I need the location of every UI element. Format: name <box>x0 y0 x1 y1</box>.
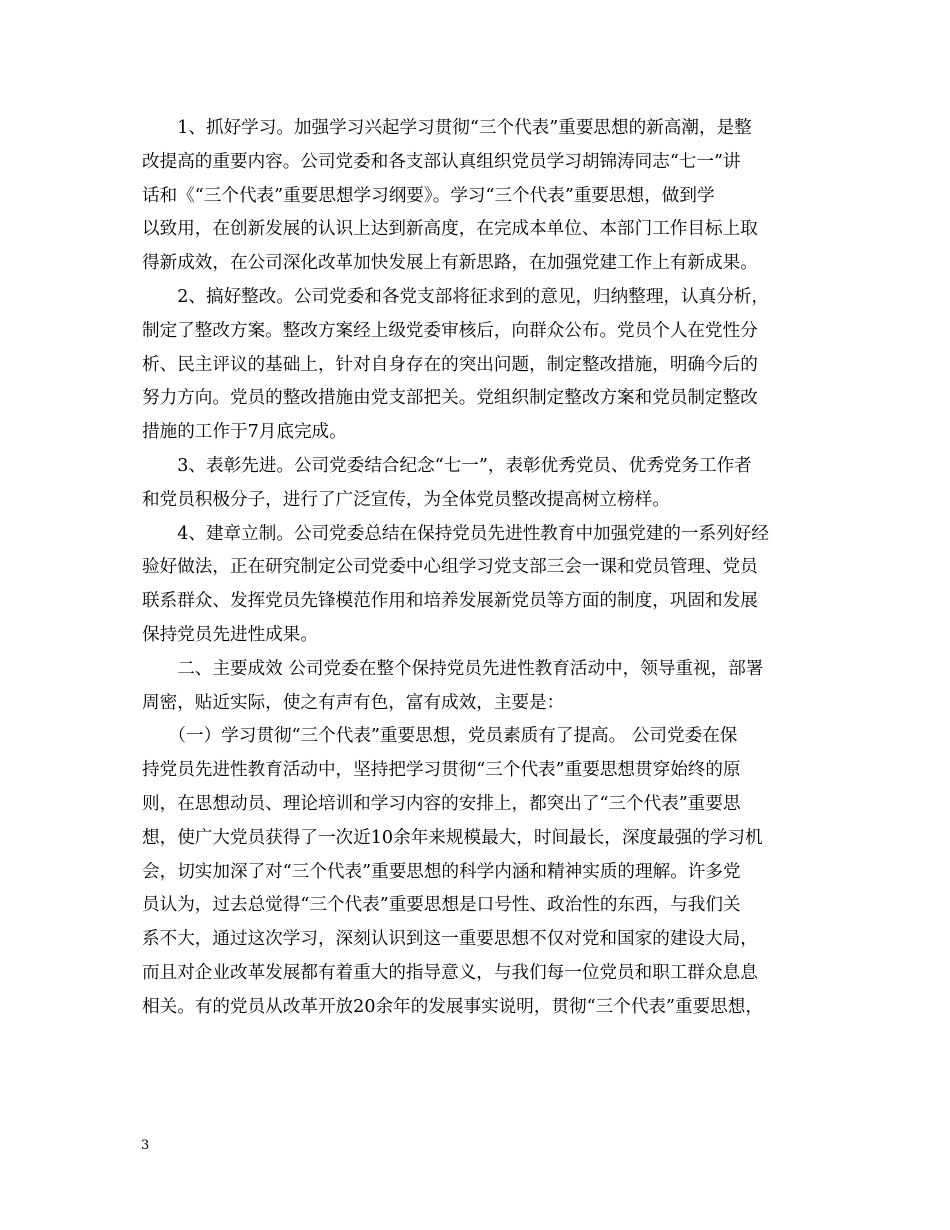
text-line: 联系群众、发挥党员先锋模范作用和培养发展新党员等方面的制度，巩固和发展 <box>142 591 758 612</box>
text-line: 相关。有的党员从改革开放20余年的发展事实说明，贯彻“三个代表”重要思想， <box>142 996 763 1017</box>
text-line: 和党员积极分子，进行了广泛宣传，为全体党员整改提高树立榜样。 <box>142 489 670 510</box>
text-line: 保持党员先进性成果。 <box>142 624 318 645</box>
text-line: 改提高的重要内容。公司党委和各支部认真组织党员学习胡锦涛同志“七一”讲 <box>142 151 741 172</box>
text-line: 则，在思想动员、理论培训和学习内容的安排上，都突出了“三个代表”重要思 <box>142 793 741 814</box>
text-line: （一）学习贯彻“三个代表”重要思想，党员素质有了提高。 公司党委在保 <box>142 726 738 747</box>
text-line: 措施的工作于7月底完成。 <box>142 422 347 443</box>
text-line: 持党员先进性教育活动中，坚持把学习贯彻“三个代表”重要思想贯穿始终的原 <box>142 760 741 781</box>
text-line: 得新成效，在公司深化改革加快发展上有新思路，在加强党建工作上有新成果。 <box>142 253 758 274</box>
text-line: 制定了整改方案。整改方案经上级党委审核后，向群众公布。党员个人在党性分 <box>142 320 758 341</box>
text-line: 努力方向。党员的整改措施由党支部把关。党组织制定整改方案和党员制定整改 <box>142 388 758 409</box>
text-line: 系不大，通过这次学习，深刻认识到这一重要思想不仅对党和国家的建设大局， <box>142 929 758 950</box>
text-line: 会，切实加深了对“三个代表”重要思想的科学内涵和精神实质的理解。许多党 <box>142 861 741 882</box>
text-line: 二、主要成效 公司党委在整个保持党员先进性教育活动中，领导重视，部署 <box>142 658 764 679</box>
text-line: 析、民主评议的基础上，针对自身存在的突出问题，制定整改措施，明确今后的 <box>142 354 758 375</box>
text-line: 而且对企业改革发展都有着重大的指导意义，与我们每一位党员和职工群众息息 <box>142 962 758 983</box>
text-line: 周密，贴近实际，使之有声有色，富有成效，主要是： <box>142 692 565 713</box>
text-line: 1、抓好学习。加强学习兴起学习贯彻“三个代表”重要思想的新高潮，是整 <box>142 118 752 138</box>
text-line: 4、建章立制。公司党委总结在保持党员先进性教育中加强党建的一系列好经 <box>142 523 769 544</box>
text-line: 话和《“三个代表”重要思想学习纲要》。学习“三个代表”重要思想，做到学 <box>142 185 715 206</box>
text-line: 以致用，在创新发展的认识上达到新高度，在完成本单位、本部门工作目标上取 <box>142 219 758 240</box>
page-number: 3 <box>141 1138 150 1153</box>
text-line: 2、搞好整改。公司党委和各党支部将征求到的意见，归纳整理，认真分析， <box>142 286 769 307</box>
text-line: 验好做法，正在研究制定公司党委中心组学习党支部三会一课和党员管理、党员 <box>142 557 758 578</box>
text-line: 想，使广大党员获得了一次近10余年来规模最大，时间最长，深度最强的学习机 <box>142 827 763 848</box>
text-line: 3、表彰先进。公司党委结合纪念“七一”，表彰优秀党员、优秀党务工作者 <box>142 455 752 476</box>
text-line: 员认为，过去总觉得“三个代表”重要思想是口号性、政治性的东西，与我们关 <box>142 895 741 916</box>
body-text <box>142 112 812 1025</box>
